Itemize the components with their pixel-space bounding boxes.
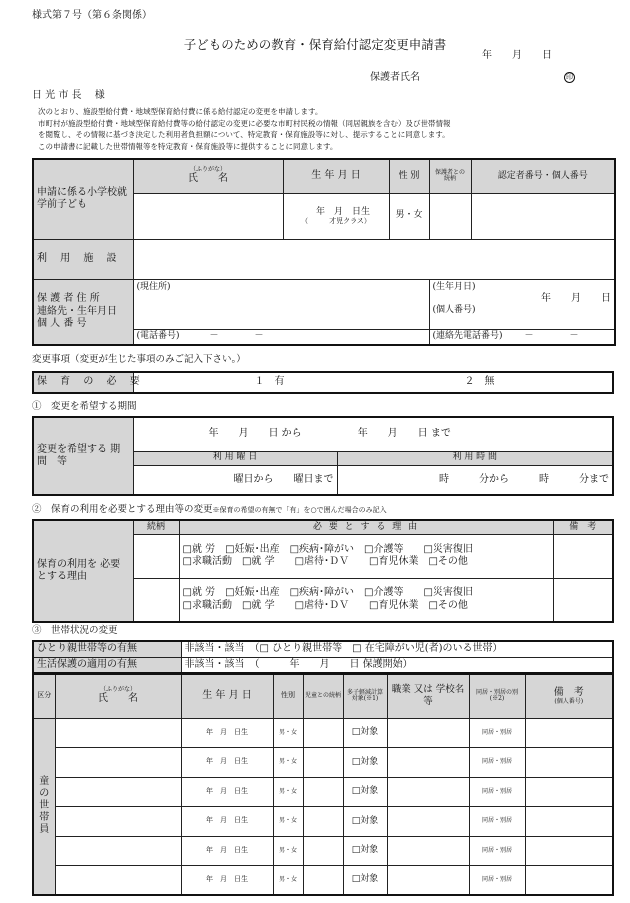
member-3-remarks[interactable] bbox=[525, 777, 613, 807]
member-2-tasu[interactable]: □対象 bbox=[343, 748, 387, 778]
member-4-name[interactable] bbox=[55, 807, 181, 837]
member-job-header: 職業 又は 学校名 等 bbox=[387, 674, 469, 718]
child-label: 申請に係る小学校就学前子ども bbox=[33, 159, 133, 239]
form-number: 様式第７号（第６条関係） bbox=[32, 10, 152, 21]
member-3-sex[interactable]: 男・女 bbox=[273, 777, 303, 807]
member-6-tasu[interactable]: □対象 bbox=[343, 866, 387, 896]
household-members-table bbox=[32, 673, 614, 896]
member-4-living[interactable]: 同居・別居 bbox=[469, 807, 525, 837]
section2-heading: ② 保育の利用を必要とする理由等の変更※保育の希望の有無で「有」を○で囲んだ場合のみ記入 bbox=[32, 504, 387, 515]
facility-field[interactable] bbox=[133, 239, 615, 279]
reason-relation-2[interactable] bbox=[133, 578, 179, 622]
period-range[interactable]: 年 月 日 から 年 月 日 まで bbox=[133, 417, 613, 451]
members-label: 童の世帯員 bbox=[33, 718, 55, 895]
changes-heading: 変更事項（変更が生じた事項のみご記入下さい。） bbox=[32, 354, 246, 365]
time-field[interactable]: 時 分から 時 分まで bbox=[337, 465, 613, 495]
guardian-address-field[interactable]: (現住所) bbox=[133, 279, 429, 329]
member-name-header: （ふりがな） 氏 名 bbox=[55, 674, 181, 718]
guardian-phone-field[interactable]: (電話番号) － － bbox=[133, 329, 429, 345]
reason-table bbox=[32, 519, 614, 623]
member-2-job[interactable] bbox=[387, 748, 469, 778]
member-5-living[interactable]: 同居・別居 bbox=[469, 836, 525, 866]
member-5-tasu[interactable]: □対象 bbox=[343, 836, 387, 866]
seal-icon: 印 bbox=[566, 73, 573, 81]
member-5-name[interactable] bbox=[55, 836, 181, 866]
child-cert-header: 認定者番号・個人番号 bbox=[471, 159, 615, 193]
welfare-label: 生活保護の適用の有無 bbox=[33, 657, 181, 673]
intro-line-3: を閲覧し、その情報に基づき決定した利用者負担額について、特定教育・保育施設等に対し、提示することに同意します。 bbox=[38, 130, 450, 139]
member-5-remarks[interactable] bbox=[525, 836, 613, 866]
single-parent-options[interactable]: 非該当・該当 （□ ひとり親世帯等 □ 在宅障がい児(者)のいる世帯） bbox=[181, 641, 613, 657]
child-cert-field[interactable] bbox=[471, 193, 615, 239]
member-birth-header: 生 年 月 日 bbox=[181, 674, 273, 718]
member-remarks-header: 備 考 (個人番号) bbox=[525, 674, 613, 718]
reason-options-2[interactable]: □就 労 □妊娠･出産 □疾病･障がい □介護等 □災害復旧 □求職活動 □就 学 □虐待･ＤＶ □育児休業 □その他 bbox=[179, 578, 553, 622]
member-2-relation[interactable] bbox=[303, 748, 343, 778]
addressee: 日 光 市 長 様 bbox=[32, 90, 105, 101]
member-4-tasu[interactable]: □対象 bbox=[343, 807, 387, 837]
member-3-name[interactable] bbox=[55, 777, 181, 807]
child-birth-field[interactable]: 年 月 日生 （ 才児クラス） bbox=[283, 193, 389, 239]
member-3-living[interactable]: 同居・別居 bbox=[469, 777, 525, 807]
child-sex-field[interactable]: 男・女 bbox=[389, 193, 429, 239]
member-2-living[interactable]: 同居・別居 bbox=[469, 748, 525, 778]
member-4-remarks[interactable] bbox=[525, 807, 613, 837]
period-label: 変更を希望する 期 間 等 bbox=[33, 417, 133, 495]
time-header: 利 用 時 間 bbox=[337, 451, 613, 465]
child-relation-field[interactable] bbox=[429, 193, 471, 239]
member-1-relation[interactable] bbox=[303, 718, 343, 748]
member-6-remarks[interactable] bbox=[525, 866, 613, 896]
member-5-relation[interactable] bbox=[303, 836, 343, 866]
child-sex-header: 性 別 bbox=[389, 159, 429, 193]
member-3-relation[interactable] bbox=[303, 777, 343, 807]
member-1-birth[interactable]: 年 月 日生 bbox=[181, 718, 273, 748]
member-tasu-header: 多子軽減計算対象(※1) bbox=[343, 674, 387, 718]
reason-relation-header: 続柄 bbox=[133, 520, 179, 534]
member-6-job[interactable] bbox=[387, 866, 469, 896]
intro-line-1: 次のとおり、施設型給付費・地域型保育給付費に係る給付認定の変更を申請します。 bbox=[38, 107, 323, 116]
guardian-name-label: 保護者氏名 bbox=[370, 72, 420, 83]
member-5-sex[interactable]: 男・女 bbox=[273, 836, 303, 866]
member-2-birth[interactable]: 年 月 日生 bbox=[181, 748, 273, 778]
form-title: 子どものための教育・保育給付認定変更申請書 bbox=[183, 37, 447, 52]
child-name-field[interactable] bbox=[133, 193, 283, 239]
days-field[interactable]: 曜日から 曜日まで bbox=[133, 465, 337, 495]
member-1-job[interactable] bbox=[387, 718, 469, 748]
guardian-birth-field[interactable]: (生年月日) 年 月 日 (個人番号) bbox=[429, 279, 615, 329]
reason-remarks-header: 備 考 bbox=[553, 520, 613, 534]
member-2-sex[interactable]: 男・女 bbox=[273, 748, 303, 778]
section1-heading: ① 変更を希望する期間 bbox=[32, 401, 137, 412]
days-header: 利 用 曜 日 bbox=[133, 451, 337, 465]
member-1-sex[interactable]: 男・女 bbox=[273, 718, 303, 748]
child-relation-header: 保護者との 続柄 bbox=[429, 159, 471, 193]
member-3-tasu[interactable]: □対象 bbox=[343, 777, 387, 807]
member-4-relation[interactable] bbox=[303, 807, 343, 837]
guardian-contact-field[interactable]: (連絡先電話番号) － － bbox=[429, 329, 615, 345]
member-3-birth[interactable]: 年 月 日生 bbox=[181, 777, 273, 807]
member-1-tasu[interactable]: □対象 bbox=[343, 718, 387, 748]
child-birth-header: 生 年 月 日 bbox=[283, 159, 389, 193]
need-label: 保 育 の 必 要 bbox=[33, 372, 133, 393]
section3-heading: ③ 世帯状況の変更 bbox=[32, 625, 118, 636]
member-sex-header: 性別 bbox=[273, 674, 303, 718]
kubun-header: 区分 bbox=[33, 674, 55, 718]
household-flags-table bbox=[32, 640, 614, 674]
member-living-header: 同居・別居の別(※2) bbox=[469, 674, 525, 718]
reason-header: 必 要 と す る 理 由 bbox=[179, 520, 553, 534]
reason-relation-1[interactable] bbox=[133, 534, 179, 578]
welfare-options[interactable]: 非該当・該当 （ 年 月 日 保護開始） bbox=[181, 657, 613, 673]
member-1-living[interactable]: 同居・別居 bbox=[469, 718, 525, 748]
reason-remarks-1[interactable] bbox=[553, 534, 613, 578]
facility-label: 利 用 施 設 bbox=[33, 239, 133, 279]
member-4-job[interactable] bbox=[387, 807, 469, 837]
member-4-sex[interactable]: 男・女 bbox=[273, 807, 303, 837]
member-relation-header: 児童との続柄 bbox=[303, 674, 343, 718]
member-5-birth[interactable]: 年 月 日生 bbox=[181, 836, 273, 866]
member-5-job[interactable] bbox=[387, 836, 469, 866]
member-6-relation[interactable] bbox=[303, 866, 343, 896]
member-4-birth[interactable]: 年 月 日生 bbox=[181, 807, 273, 837]
member-6-name[interactable] bbox=[55, 866, 181, 896]
intro-line-2: 市町村が施設型給付費・地域型保育給付費等の給付認定の変更に必要な市町村民税の情報（同居親族を含む）及び世帯情報 bbox=[38, 119, 451, 128]
child-name-header: （ふりがな） 氏 名 bbox=[133, 159, 283, 193]
member-3-job[interactable] bbox=[387, 777, 469, 807]
member-1-name[interactable] bbox=[55, 718, 181, 748]
application-date[interactable]: 年 月 日 bbox=[482, 50, 552, 61]
period-table bbox=[32, 416, 614, 496]
guardian-label: 保 護 者 住 所 連絡先・生年月日 個 人 番 号 bbox=[33, 279, 133, 345]
member-6-living[interactable]: 同居・別居 bbox=[469, 866, 525, 896]
applicant-table bbox=[32, 158, 616, 346]
need-table bbox=[32, 371, 614, 394]
member-6-sex[interactable]: 男・女 bbox=[273, 866, 303, 896]
single-parent-label: ひとり親世帯等の有無 bbox=[33, 641, 181, 657]
member-1-remarks[interactable] bbox=[525, 718, 613, 748]
reason-remarks-2[interactable] bbox=[553, 578, 613, 622]
member-2-remarks[interactable] bbox=[525, 748, 613, 778]
need-options[interactable]: １ 有 ２ 無 bbox=[133, 372, 613, 393]
member-6-birth[interactable]: 年 月 日生 bbox=[181, 866, 273, 896]
intro-line-4: この申請書に記載した世帯情報等を特定教育・保育施設等に提供することに同意します。 bbox=[38, 142, 338, 151]
reason-options-1[interactable]: □就 労 □妊娠･出産 □疾病･障がい □介護等 □災害復旧 □求職活動 □就 学 □虐待･ＤＶ □育児休業 □その他 bbox=[179, 534, 553, 578]
member-2-name[interactable] bbox=[55, 748, 181, 778]
reason-label: 保育の利用を 必要とする理由 bbox=[33, 520, 133, 622]
